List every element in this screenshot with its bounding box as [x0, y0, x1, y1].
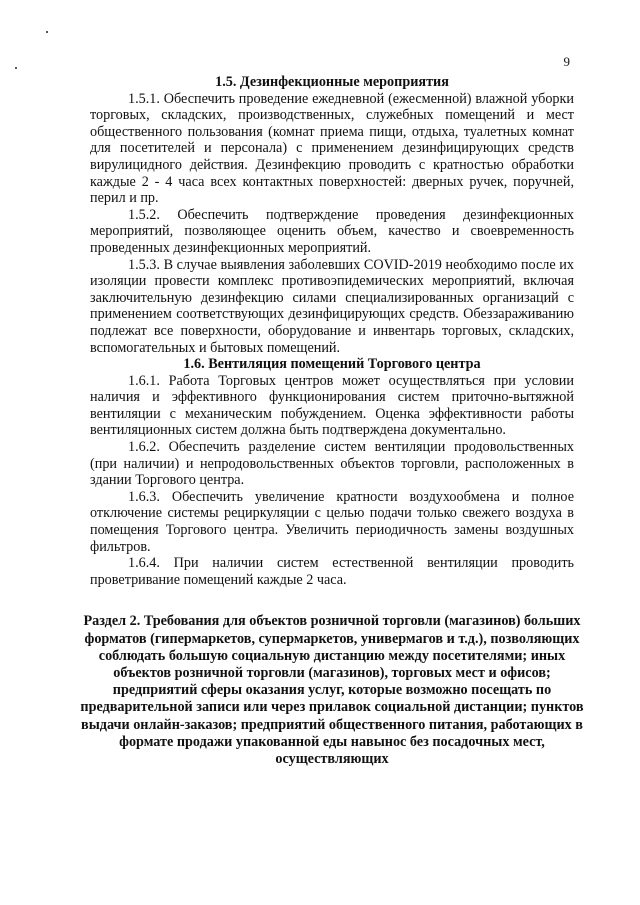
- page-number: 9: [563, 54, 570, 69]
- paragraph-1-6-2: 1.6.2. Обеспечить разделение систем вентиляции продовольственных (при наличии) и непродовольственных объектов торговли, расположенных в здании Торгового центра.: [90, 439, 574, 489]
- document-body: [80, 74, 584, 768]
- paragraph-1-6-3: 1.6.3. Обеспечить увеличение кратности воздухообмена и полное отключение системы рециркуляции с целью подачи только свежего воздуха в помещения Торгового центра. Увеличить периодичность замены воздушных фильтров.: [90, 488, 574, 555]
- paragraph-1-5-2: 1.5.2. Обеспечить подтверждение проведения дезинфекционных мероприятий, позволяющее оценить объем, качество и своевременность проведенных дезинфекционных мероприятий.: [90, 206, 574, 256]
- paragraph-1-5-1: 1.5.1. Обеспечить проведение ежедневной (ежесменной) влажной уборки торговых, складских, производственных, служебных помещений и мест общественного пользования (комнат приема пищи, отдыха, туалетных комнат для посетителей и персонала) с применением дезинфицирующих средств вирулицидного действия. Дезинфекцию проводить с кратностью обработки каждые 2 - 4 часа всех контактных поверхностей: дверных ручек, поручней, перил и пр.: [90, 90, 574, 207]
- paragraph-1-6-4: 1.6.4. При наличии систем естественной вентиляции проводить проветривание помещений каждые 2 часа.: [90, 555, 574, 588]
- section-title-disinfection: 1.5. Дезинфекционные мероприятия: [215, 74, 449, 90]
- scan-speck: [46, 31, 48, 33]
- scan-speck: [15, 67, 17, 69]
- paragraph-1-5-3: 1.5.3. В случае выявления заболевших COVID-2019 необходимо после их изоляции провести комплекс противоэпидемических мероприятий, включая заключительную дезинфекцию силами специализированных организаций с применением соответствующих дезинфицирующих средств. Обеззараживанию подлежат все поверхности, оборудование и инвентарь торговых, складских, вспомогательных и бытовых помещений.: [90, 256, 574, 356]
- part-2-heading: Раздел 2. Требования для объектов розничной торговли (магазинов) больших форматов (гипермаркетов, супермаркетов, универмагов и т.д.), позволяющих соблюдать большую социальную дистанцию между посетителями; иных объектов розничной торговли (магазинов), торговых мест и офисов; предприятий сферы оказания услуг, которые возможно посещать по предварительной записи или через прилавок социальной дистанции; пунктов выдачи онлайн-заказов; предприятий общественного питания, работающих в формате продажи упакованной еды навынос без посадочных мест, осуществляющих: [80, 613, 584, 768]
- section-title-ventilation: 1.6. Вентиляция помещений Торгового центра: [183, 356, 481, 373]
- paragraph-1-6-1: 1.6.1. Работа Торговых центров может осуществляться при условии наличия и эффективного функционирования систем приточно-вытяжной вентиляции с механическим побуждением. Оценка эффективности работы вентиляционных систем должна быть подтверждена документально.: [90, 372, 574, 439]
